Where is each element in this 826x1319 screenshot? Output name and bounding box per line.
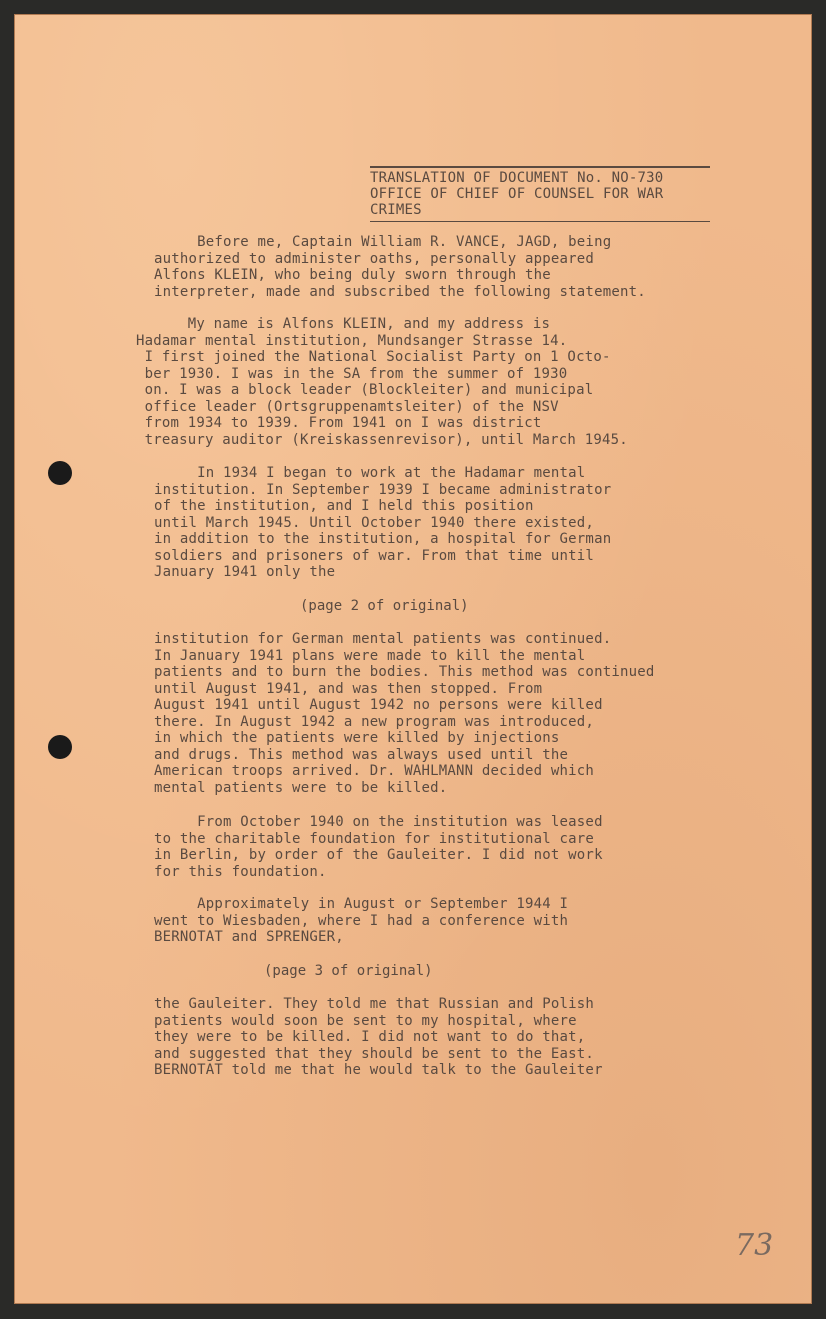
punch-hole-bottom xyxy=(48,735,72,759)
text-line: institution for German mental patients was continued. xyxy=(154,631,612,647)
text-line: Alfons KLEIN, who being duly sworn through the xyxy=(154,267,551,283)
text-line: until August 1941, and was then stopped. From xyxy=(154,680,543,697)
document-header xyxy=(370,166,710,222)
header-line: CRIMES xyxy=(370,202,422,218)
text-line: went to Wiesbaden, where I had a conference with xyxy=(154,912,569,929)
text-line: mental patients were to be killed. xyxy=(154,779,448,796)
header-line: TRANSLATION OF DOCUMENT No. NO-730 xyxy=(370,170,664,186)
text-line: patients and to burn the bodies. This method was continued xyxy=(154,664,655,680)
text-line: and suggested that they should be sent to the East. xyxy=(154,1045,595,1062)
text-line: ber 1930. I was in the SA from the summer of 1930 xyxy=(136,365,568,382)
text-line: of the institution, and I held this position xyxy=(154,498,534,514)
text-line: In 1934 I began to work at the Hadamar mental xyxy=(154,465,586,481)
text-line: January 1941 only the xyxy=(154,564,336,580)
page-marker: (page 3 of original) xyxy=(264,963,433,979)
text-line: I first joined the National Socialist Party on 1 Octo- xyxy=(136,349,611,365)
paragraph-gauleiter xyxy=(154,996,603,1079)
text-line: for this foundation. xyxy=(154,863,327,880)
text-line: there. In August 1942 a new program was introduced, xyxy=(154,713,595,730)
text-line: Before me, Captain William R. VANCE, JAGD, being xyxy=(154,234,612,250)
text-line: they were to be killed. I did not want to do that, xyxy=(154,1029,586,1045)
text-line: institution. In September 1939 I became administrator xyxy=(154,481,612,498)
text-line: Hadamar mental institution, Mundsanger Strasse 14. xyxy=(136,332,568,349)
paragraph-oath xyxy=(154,234,646,300)
handwritten-page-number: 73 xyxy=(735,1228,774,1263)
text-line: office leader (Ortsgruppenamtsleiter) of the NSV xyxy=(136,398,559,415)
text-line: on. I was a block leader (Blockleiter) and municipal xyxy=(136,382,594,398)
text-line: Approximately in August or September 1944 I xyxy=(154,896,569,912)
text-line: authorized to administer oaths, personally appeared xyxy=(154,250,595,267)
paragraph-employment xyxy=(154,465,611,581)
text-line: My name is Alfons KLEIN, and my address is xyxy=(136,316,551,332)
text-line: and drugs. This method was always used until the xyxy=(154,746,569,763)
text-line: until March 1945. Until October 1940 there existed, xyxy=(154,514,595,531)
text-line: August 1941 until August 1942 no persons were killed xyxy=(154,697,603,713)
punch-hole-top xyxy=(48,461,72,485)
text-line: In January 1941 plans were made to kill the mental xyxy=(154,647,586,664)
paragraph-conference xyxy=(154,896,568,946)
text-line: From October 1940 on the institution was leased xyxy=(154,814,603,830)
text-line: BERNOTAT told me that he would talk to the Gauleiter xyxy=(154,1062,603,1078)
text-line: soldiers and prisoners of war. From that time until xyxy=(154,547,595,564)
text-line: interpreter, made and subscribed the following statement. xyxy=(154,283,646,300)
text-line: to the charitable foundation for institutional care xyxy=(154,830,595,847)
text-line: American troops arrived. Dr. WAHLMANN decided which xyxy=(154,763,595,779)
text-line: in which the patients were killed by injections xyxy=(154,730,560,746)
text-line: the Gauleiter. They told me that Russian and Polish xyxy=(154,996,595,1012)
header-line: OFFICE OF CHIEF OF COUNSEL FOR WAR xyxy=(370,186,664,202)
paragraph-killings xyxy=(154,631,654,796)
text-line: in addition to the institution, a hospital for German xyxy=(154,531,612,547)
text-line: from 1934 to 1939. From 1941 on I was district xyxy=(136,415,542,431)
page-marker: (page 2 of original) xyxy=(300,598,469,614)
paragraph-foundation xyxy=(154,814,603,880)
text-line: patients would soon be sent to my hospital, where xyxy=(154,1012,577,1029)
text-line: treasury auditor (Kreiskassenrevisor), until March 1945. xyxy=(136,431,628,448)
paragraph-identity xyxy=(136,316,628,448)
text-line: BERNOTAT and SPRENGER, xyxy=(154,929,344,945)
text-line: in Berlin, by order of the Gauleiter. I did not work xyxy=(154,847,603,863)
